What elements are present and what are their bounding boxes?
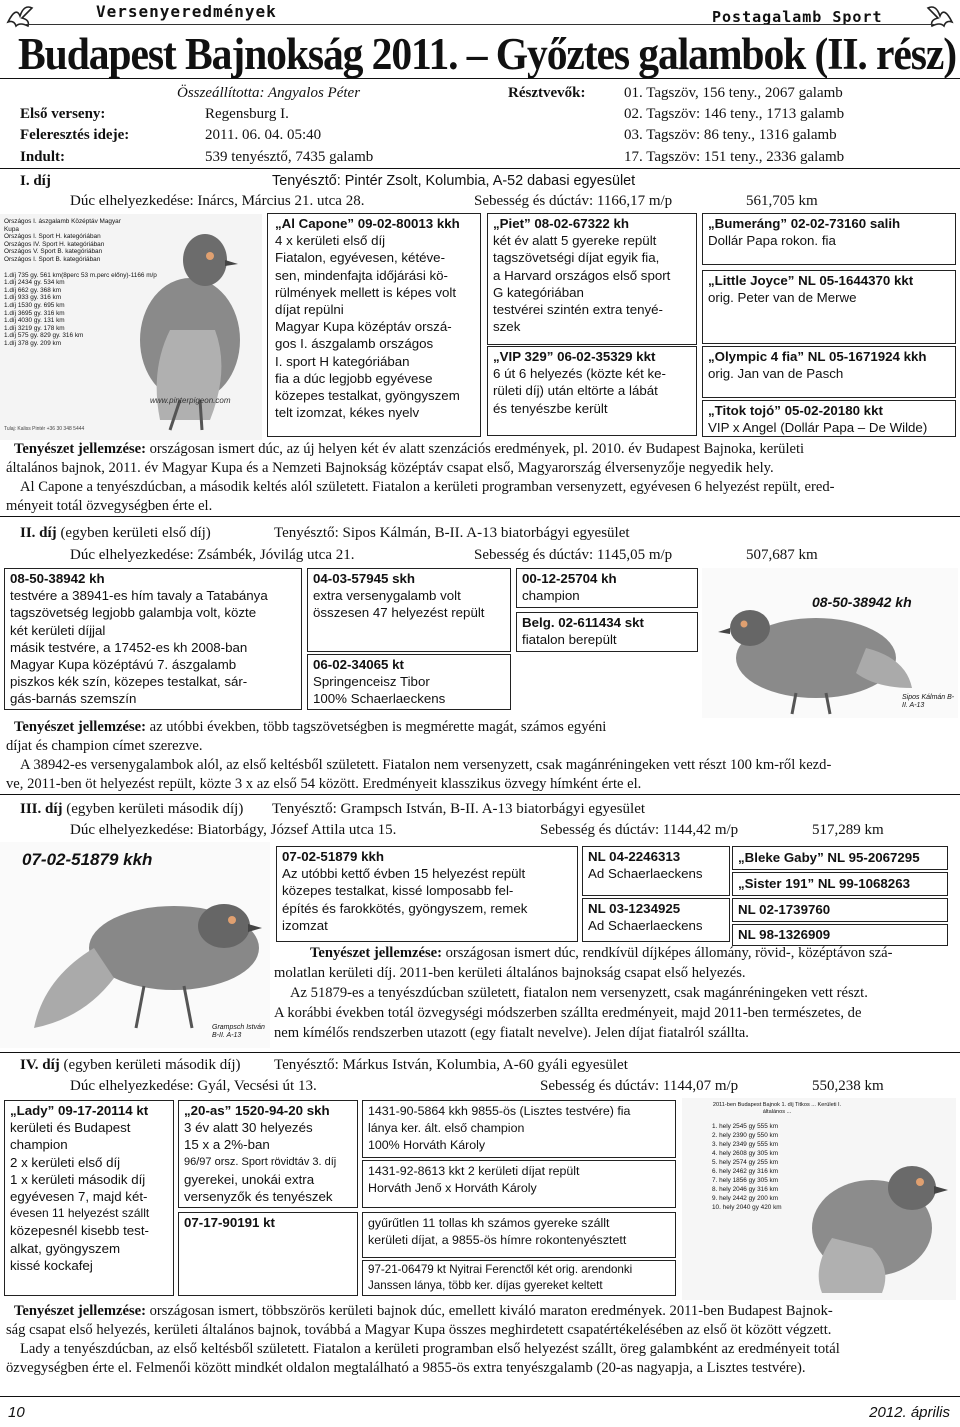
ring-number: 04-03-57945 skh [313,571,416,586]
pedigree-line: versenyzők és tenyészek [184,1189,333,1205]
magazine-label: Postagalamb Sport [712,8,883,26]
prize-location: Dúc elhelyezkedése: Gyál, Vecsési út 13. [70,1078,317,1094]
pedigree-line: közepesnél kisebb test- [10,1223,149,1239]
description-lead: Tenyészet jellemzése: [14,441,146,457]
prize-place: II. díj (egyben kerületi első díj) [20,525,211,541]
result-line: 2. hely 2390 gy 550 km [712,1132,779,1139]
pedigree-grandmother-2 [362,1260,676,1296]
description-line: nem kímélős rendszerben utazott (egy fiatalt nevelve). Jelen díjat fiatalról szállta. [274,1025,749,1041]
pedigree-grandparent [732,846,948,870]
pedigree-line: lánya ker. ált. első champion [368,1121,525,1135]
description-line: ményeit totál özvegységben érte el. [6,498,213,514]
prize-distance: 550,238 km [812,1078,884,1094]
description-line: molatlan kerületi díj. 2011-ben kerületi általános bajnokság csapat első helyezés. [274,965,746,981]
pedigree-line: 1431-92-8613 kkt 2 kerületi díjat repült [368,1164,580,1178]
pedigree-line: 1431-90-5864 kkh 9855-ös (Lisztes testvére) fia [368,1104,631,1118]
pedigree-line: két év alatt 5 gyereke repült [493,233,657,249]
pedigree-mother [582,898,730,942]
ring-number: „VIP 329” 06-02-35329 kkt [493,349,656,364]
photo-url: www.pinterpigeon.com [150,396,231,405]
ring-number: „20-as” 1520-94-20 skh [184,1103,330,1118]
result-line: 8. hely 2046 gy 316 km [712,1186,779,1193]
pedigree-main-bird [4,568,302,710]
pigeon-photo-3 [0,842,270,1048]
photo-owner: Sipos Kálmán B-II. A-13 [902,694,955,709]
prize-distance: 517,289 km [812,822,884,838]
caption-line: 1.díj 1530 gy. 695 km [4,301,65,309]
release-value: 2011. 06. 04. 05:40 [205,127,322,143]
pedigree-line: izomzat [282,917,328,933]
ring-number: NL 02-1739760 [738,902,831,917]
caption-line: 1.díj 3219 gy. 178 km [4,324,65,332]
pedigree-line: kissé kockafej [10,1257,93,1273]
pedigree-grandmother-1 [516,612,698,652]
prize-3-heading [0,800,960,840]
pedigree-mother [487,346,697,436]
pedigree-line: gás-barnás szemszín [10,691,137,707]
prize-location: Dúc elhelyezkedése: Biatorbágy, József Attila utca 15. [70,822,397,838]
ring-number: „Little Joyce” NL 05-1644370 kkt [708,273,914,288]
pedigree-line: gyerekei, unokái extra [184,1171,315,1187]
prize-2-heading [0,524,960,564]
entered-value: 539 tenyésztő, 7435 galamb [205,149,374,165]
pedigree-line: Springenceisz Tibor [313,674,430,690]
pedigree-line: piszkos kék szín, közepes testalkat, sár- [10,674,248,690]
header [0,0,960,80]
prize-4-heading [0,1056,960,1096]
page-number: 10 [8,1404,25,1421]
result-line: 5. hely 2574 gy 255 km [712,1159,779,1166]
pedigree-line: Ad Schaerlaeckens [588,918,703,934]
pedigree-line: Horváth Jenő x Horváth Károly [368,1181,537,1195]
description-lead: Tenyészet jellemzése: [310,945,442,961]
prize-rank: II. díj [20,525,57,541]
description-line: ság csapat első helyezés, kerületi általános bajnok, továbbá a Magyar Kupa összes meghirdetett csapatértékelésében az első öt között végzett. [6,1322,832,1338]
pedigree-father [487,213,697,345]
ring-number: 07-17-90191 kt [184,1215,275,1230]
pedigree-line: alkat, gyöngyszem [10,1240,121,1256]
pedigree-father [307,568,511,652]
pedigree-grandfather-2 [702,346,956,398]
ring-number: 06-02-34065 kt [313,657,404,672]
prize-location: Dúc elhelyezkedése: Inárcs, Március 21. utca 28. [70,193,365,209]
ring-number: 00-12-25704 kh [522,571,617,586]
pigeon-photo-1 [0,214,262,440]
result-line: 10. hely 2040 gy 420 km [712,1204,782,1211]
photo-caption [4,218,157,348]
pedigree-line: két kerületi díjjal [10,622,106,638]
photo-owner: Grampsch István B-II. A-13 [212,1024,265,1039]
ring-number: 08-50-38942 kh [10,571,105,586]
pedigree-line: másik testvére, a 17452-es kh 2008-ban [10,639,248,655]
ring-number: 07-02-51879 kkh [282,849,385,864]
pedigree-line: kerületi és Budapest [10,1120,131,1136]
description-line: általános bajnok, 2011. év Magyar Kupa és a Nemzeti Bajnokság középtáv csapat első, Magyarország élversenyzője negyedik hely. [6,460,774,476]
pedigree-line: közepes testalkat, gyöngyszem [275,388,460,404]
pedigree-line: 2 x kerületi első díj [10,1154,121,1170]
pedigree-line: Dollár Papa rokon. fia [708,233,836,249]
ring-number: „Olympic 4 fia” NL 05-1671924 kkh [708,349,927,364]
pedigree-line: sen, mindenfajta időjárási kö- [275,267,448,283]
description-line: Tenyészet jellemzése: országosan ismert, többszörös kerületi bajnok dúc, emellett kiváló maraton eredmények. 2011-ben Budapest Bajnok- [14,1303,833,1319]
ring-number: „Bumeráng” 02-02-73160 salih [708,216,901,231]
ring-number: „Piet” 08-02-67322 kh [493,216,630,231]
prize-speed: Sebesség és dúctáv: 1144,42 m/p [540,822,739,838]
pedigree-line: rülmények mellett is képes volt [275,284,457,300]
pedigree-line: kerületi díjat, a 9855-ös hímre rokontenyésztett [368,1233,627,1247]
result-line: 1. hely 2545 gy 555 km [712,1123,779,1130]
prize-speed: Sebesség és dúctáv: 1144,07 m/p [540,1078,739,1094]
description-line: Tenyészet jellemzése: országosan ismert dúc, rendkívül díjképes állomány, rövid-, középtávon szá- [310,945,893,961]
pedigree-line: VIP x Angel (Dollár Papa – De Wilde) [708,420,928,436]
pedigree-line: és tenyészbe került [493,400,608,416]
prize-breeder: Tenyésztő: Sipos Kálmán, B-II. A-13 biatorbágyi egyesület [274,525,630,541]
section-rule [0,794,960,795]
result-line: 6. hely 2462 gy 316 km [712,1168,779,1175]
prize-place [20,172,51,190]
pedigree-line: gyűrűtlen 11 tollas kh számos gyereke szállt [368,1216,610,1230]
bird-logo-right-icon [924,2,956,30]
prize-breeder: Tenyésztő: Márkus István, Kolumbia, A-60 gyáli egyesület [274,1057,628,1073]
ring-number: „Bleke Gaby” NL 95-2067295 [738,850,920,865]
footer-rule [0,1396,960,1397]
pedigree-grandparent [732,872,948,896]
pedigree-line: egyévesen 7, majd két- [10,1189,148,1205]
info-block [0,84,960,170]
pedigree-line: G kategóriában [493,284,584,300]
prize-3-description [270,944,960,1048]
results-photo-4 [682,1098,956,1300]
ring-number: „Al Capone” 09-02-80013 kkh [275,216,460,231]
pedigree-main-bird [4,1100,174,1296]
ring-number: NL 03-1234925 [588,901,681,916]
pedigree-line: Ad Schaerlaeckens [588,866,703,882]
pedigree-line: testvérei szintén extra tenyé- [493,302,663,318]
caption-line: Országos I. Sport B. kategóriában [4,255,101,263]
description-line: díjat és champion címet szerezve. [6,738,203,754]
prize-speed: Sebesség és dúctáv: 1166,17 m/p [474,193,673,209]
first-race-label: Első verseny: [20,106,106,122]
pedigree-line: 100% Schaerlaeckens [313,691,446,707]
pedigree-line: Fiatalon, egyévesen, kétéve- [275,250,446,266]
pigeon-image [24,878,264,1046]
pedigree-mother [178,1212,358,1296]
caption-line: 1.díj 662 gy. 368 km [4,286,62,294]
pedigree-line: telt izomzat, kékes nyelv [275,405,420,421]
caption-line: Országos I. ászgalamb Középtáv Magyar Kupa [4,218,121,233]
prize-speed: Sebesség és dúctáv: 1145,05 m/p [474,547,673,563]
ring-number: Belg. 02-611434 skt [522,615,644,630]
pedigree-father [582,846,730,896]
description-line: Al Capone a tenyészdúcban, a második keltés alól született. Fiatalon a kerületi programban versenyzett, egyévesen 6 helyezést repült, ered- [20,479,835,495]
caption-line: 1.díj 378 gy. 209 km [4,339,62,347]
pedigree-line: 1 x kerületi második díj [10,1171,146,1187]
pedigree-grandmother-1 [362,1160,676,1208]
pedigree-line: I. sport H kategóriában [275,353,410,369]
description-line: ve, 2011-ben öt helyezést repült, közte 3 x az első 54 között. Eredményeit klasszikus özvegy hímként érte el. [6,776,642,792]
pedigree-line: 4 x kerületi első díj [275,233,386,249]
result-line: 7. hely 1856 gy 305 km [712,1177,779,1184]
caption-line: 1.díj 4030 gy. 131 km [4,317,65,325]
caption-line: 1.díj 3695 gy. 316 km [4,309,65,317]
caption-line: 1.díj 735 gy. 561 km(8perc 53 m.perc előny)-1166 m/p [4,271,157,279]
description-line: Lady a tenyészdúcban, az első keltésből született. Fiatalon a kerületi programban első helyezést szállt, öreg galambként az eredményeit totál [20,1341,840,1357]
photo-owner: Tulaj: Kaliss Pintér +36 30 348 5444 [4,426,85,432]
prize-distance: 561,705 km [746,193,818,209]
pedigree-grandparent [732,898,948,922]
description-lead: Tenyészet jellemzése: [14,719,146,735]
pedigree-grandfather-2 [362,1212,676,1258]
pedigree-line: közepes testalkat, kissé lomposabb fel- [282,883,514,899]
pedigree-mother [307,654,511,710]
result-line: 3. hely 2349 gy 555 km [712,1141,779,1148]
pedigree-grandparent [732,924,948,946]
pedigree-line: 97-21-06479 kt Nyitrai Ferenctől két orig. arendonki [368,1263,633,1276]
prize-place: III. díj (egyben kerületi második díj) [20,801,244,817]
issue-date: 2012. április [869,1404,950,1421]
entered-label: Indult: [20,149,66,165]
prize-place: IV. díj (egyben kerületi második díj) [20,1057,241,1073]
page-title: Budapest Bajnokság 2011. – Győztes galambok (II. rész) [18,29,956,79]
pedigree-line: Magyar Kupa középtáv orszá- [275,319,452,335]
photo-ring-label: 08-50-38942 kh [812,594,912,610]
pedigree-line: összesen 47 helyezést repült [313,605,485,621]
participant-line: 02. Tagszöv: 146 teny., 1713 galamb [624,106,845,122]
pedigree-line: 3 év alatt 30 helyezés [184,1120,313,1136]
prize-breeder: Tenyésztő: Pintér Zsolt, Kolumbia, A-52 dabasi egyesület [272,173,636,189]
pedigree-line: 6 út 6 helyezés (közte két ke- [493,366,666,382]
first-race-value: Regensburg I. [205,106,289,122]
pedigree-main-bird [276,846,578,942]
prize-rank: IV. díj [20,1057,60,1073]
caption-line: 1.díj 933 gy. 316 km [4,294,62,302]
section-label: Versenyeredmények [96,2,277,21]
result-line: 9. hely 2442 gy 200 km [712,1195,779,1202]
pedigree-father [178,1100,358,1208]
description-line: Az 51879-es a tenyészdúcban született, fiatalon nem versenyzett, csak magánréningeken vett részt. [290,985,868,1001]
pedigree-grandfather-1 [362,1100,676,1158]
pedigree-line: Magyar Kupa középtávú 7. ászgalamb [10,657,237,673]
prize-distance: 507,687 km [746,547,818,563]
pedigree-grandfather-1 [702,213,956,265]
participants-label: Résztvevők: [508,85,586,101]
caption-line: Országos I. Sport H. kategóriában [4,233,101,241]
pedigree-grandmother-1 [702,270,956,344]
pedigree-line: gos I. ászgalamb országos [275,336,434,352]
pedigree-line: champion [10,1137,68,1153]
prize-rank: I. díj [20,173,51,189]
description-line: özvegységben érte el. Felmenői között mindkét oldalon megtalálható a 9855-ös extra tenyészgalamb (20-as nagyapja, a Lisztes testvére). [6,1360,806,1376]
pedigree-line: 96/97 orsz. Sport rövidtáv 3. díj [184,1155,337,1168]
pedigree-line: extra versenygalamb volt [313,588,461,604]
header-rule [26,24,934,25]
prize-1-heading [0,172,960,212]
pedigree-line: orig. Peter van de Merwe [708,290,857,306]
description-line: Tenyészet jellemzése: országosan ismert dúc, az új helyen két év alatt szenzációs eredmények, pl. 2010. év Budapest Bajnoka, kerületi [14,441,805,457]
pedigree-line: tagszövetségi díjat egyik fia, [493,250,660,266]
pigeon-image [792,1138,952,1298]
ring-number: „Lady” 09-17-20114 kt [10,1103,149,1118]
pedigree-line: rületi díj) után eltörte a lábát [493,383,658,399]
description-line: Tenyészet jellemzése: az utóbbi években, több tagszövetségben is megmérette magát, számos egyéni [14,719,607,735]
caption-line: Országos IV. Sport H. kategóriában [4,240,105,248]
pedigree-line: 100% Horváth Károly [368,1138,486,1152]
prize-2-description [0,718,960,796]
section-rule [0,516,960,517]
pedigree-line: évesen 11 helyezést szállt [10,1206,150,1221]
pedigree-line: Janssen lánya, több ker. díjas gyereket keltett [368,1279,603,1292]
pedigree-line: Az utóbbi kettő évben 15 helyezést repült [282,866,526,882]
pedigree-line: fia a dúc legjobb egyévese [275,370,433,386]
pedigree-line: díjat repülni [275,302,344,318]
description-lead: Tenyészet jellemzése: [14,1303,146,1319]
result-line: 4. hely 2608 gy 305 km [712,1150,779,1157]
section-rule [0,1052,960,1053]
prize-1-description [0,440,960,518]
pedigree-line: szek [493,319,521,335]
pedigree-line: orig. Jan van de Pasch [708,366,844,382]
ring-number: „Titok tojó” 05-02-20180 kkt [708,403,883,418]
photo-title: 2011-ben Budapest Bajnok 1. díj Titkos ... Kerületi I. általános ... [712,1102,842,1115]
pedigree-grandmother-2 [702,400,956,437]
caption-line: Országos V. Sport B. kategóriában [4,248,103,256]
prize-rank: III. díj [20,801,63,817]
prize-4-description [0,1302,960,1382]
pedigree-main-bird [267,213,481,437]
title-rule [0,78,960,79]
participant-line: 01. Tagszöv, 156 teny., 2067 galamb [624,85,843,101]
participant-line: 03. Tagszöv: 86 teny., 1316 galamb [624,127,837,143]
bird-logo-left-icon [4,2,36,30]
pedigree-line: a Harvard országos első sport [493,267,671,283]
ring-number: NL 98-1326909 [738,927,831,942]
info-rule [0,168,960,169]
pedigree-line: tagszövetség legjobb galambja volt, közte [10,605,257,621]
caption-line: 1.díj 2434 gy. 534 km [4,279,65,287]
pigeon-image [716,578,916,716]
prize-breeder: Tenyésztő: Grampsch István, B-II. A-13 biatorbágyi egyesület [272,801,646,817]
pedigree-line: építés és farokkötés, gyöngyszem, remek [282,900,528,916]
pigeon-photo-2 [702,568,958,718]
description-line: A 38942-es versenygalambok alól, az első keltésből született. Fiatalon nem versenyzett, csak magánréningeken vett részt 100 km-ről kezd- [20,757,832,773]
ring-number: NL 04-2246313 [588,849,681,864]
caption-line: 1.díj 575 gy. 829 gy. 316 km [4,332,84,340]
compiled-by: Összeállította: Angyalos Péter [177,85,361,101]
pedigree-line: 15 x a 2%-ban [184,1137,270,1153]
pedigree-line: champion [522,588,580,604]
participant-line: 17. Tagszöv: 151 teny., 2336 galamb [624,149,845,165]
description-line: A korábbi években totál özvegységi módszerben szállta eredményeit, majd 2011-ben természetes, de [274,1005,862,1021]
ring-number: „Sister 191” NL 99-1068263 [738,876,910,891]
release-label: Feleresztés ideje: [20,127,130,143]
pedigree-grandfather-1 [516,568,698,608]
pedigree-line: fiatalon berepült [522,632,617,648]
pedigree-line: testvére a 38941-es hím tavaly a Tatabánya [10,588,268,604]
photo-ring-label: 07-02-51879 kkh [22,850,153,869]
prize-location: Dúc elhelyezkedése: Zsámbék, Jóvilág utca 21. [70,547,355,563]
